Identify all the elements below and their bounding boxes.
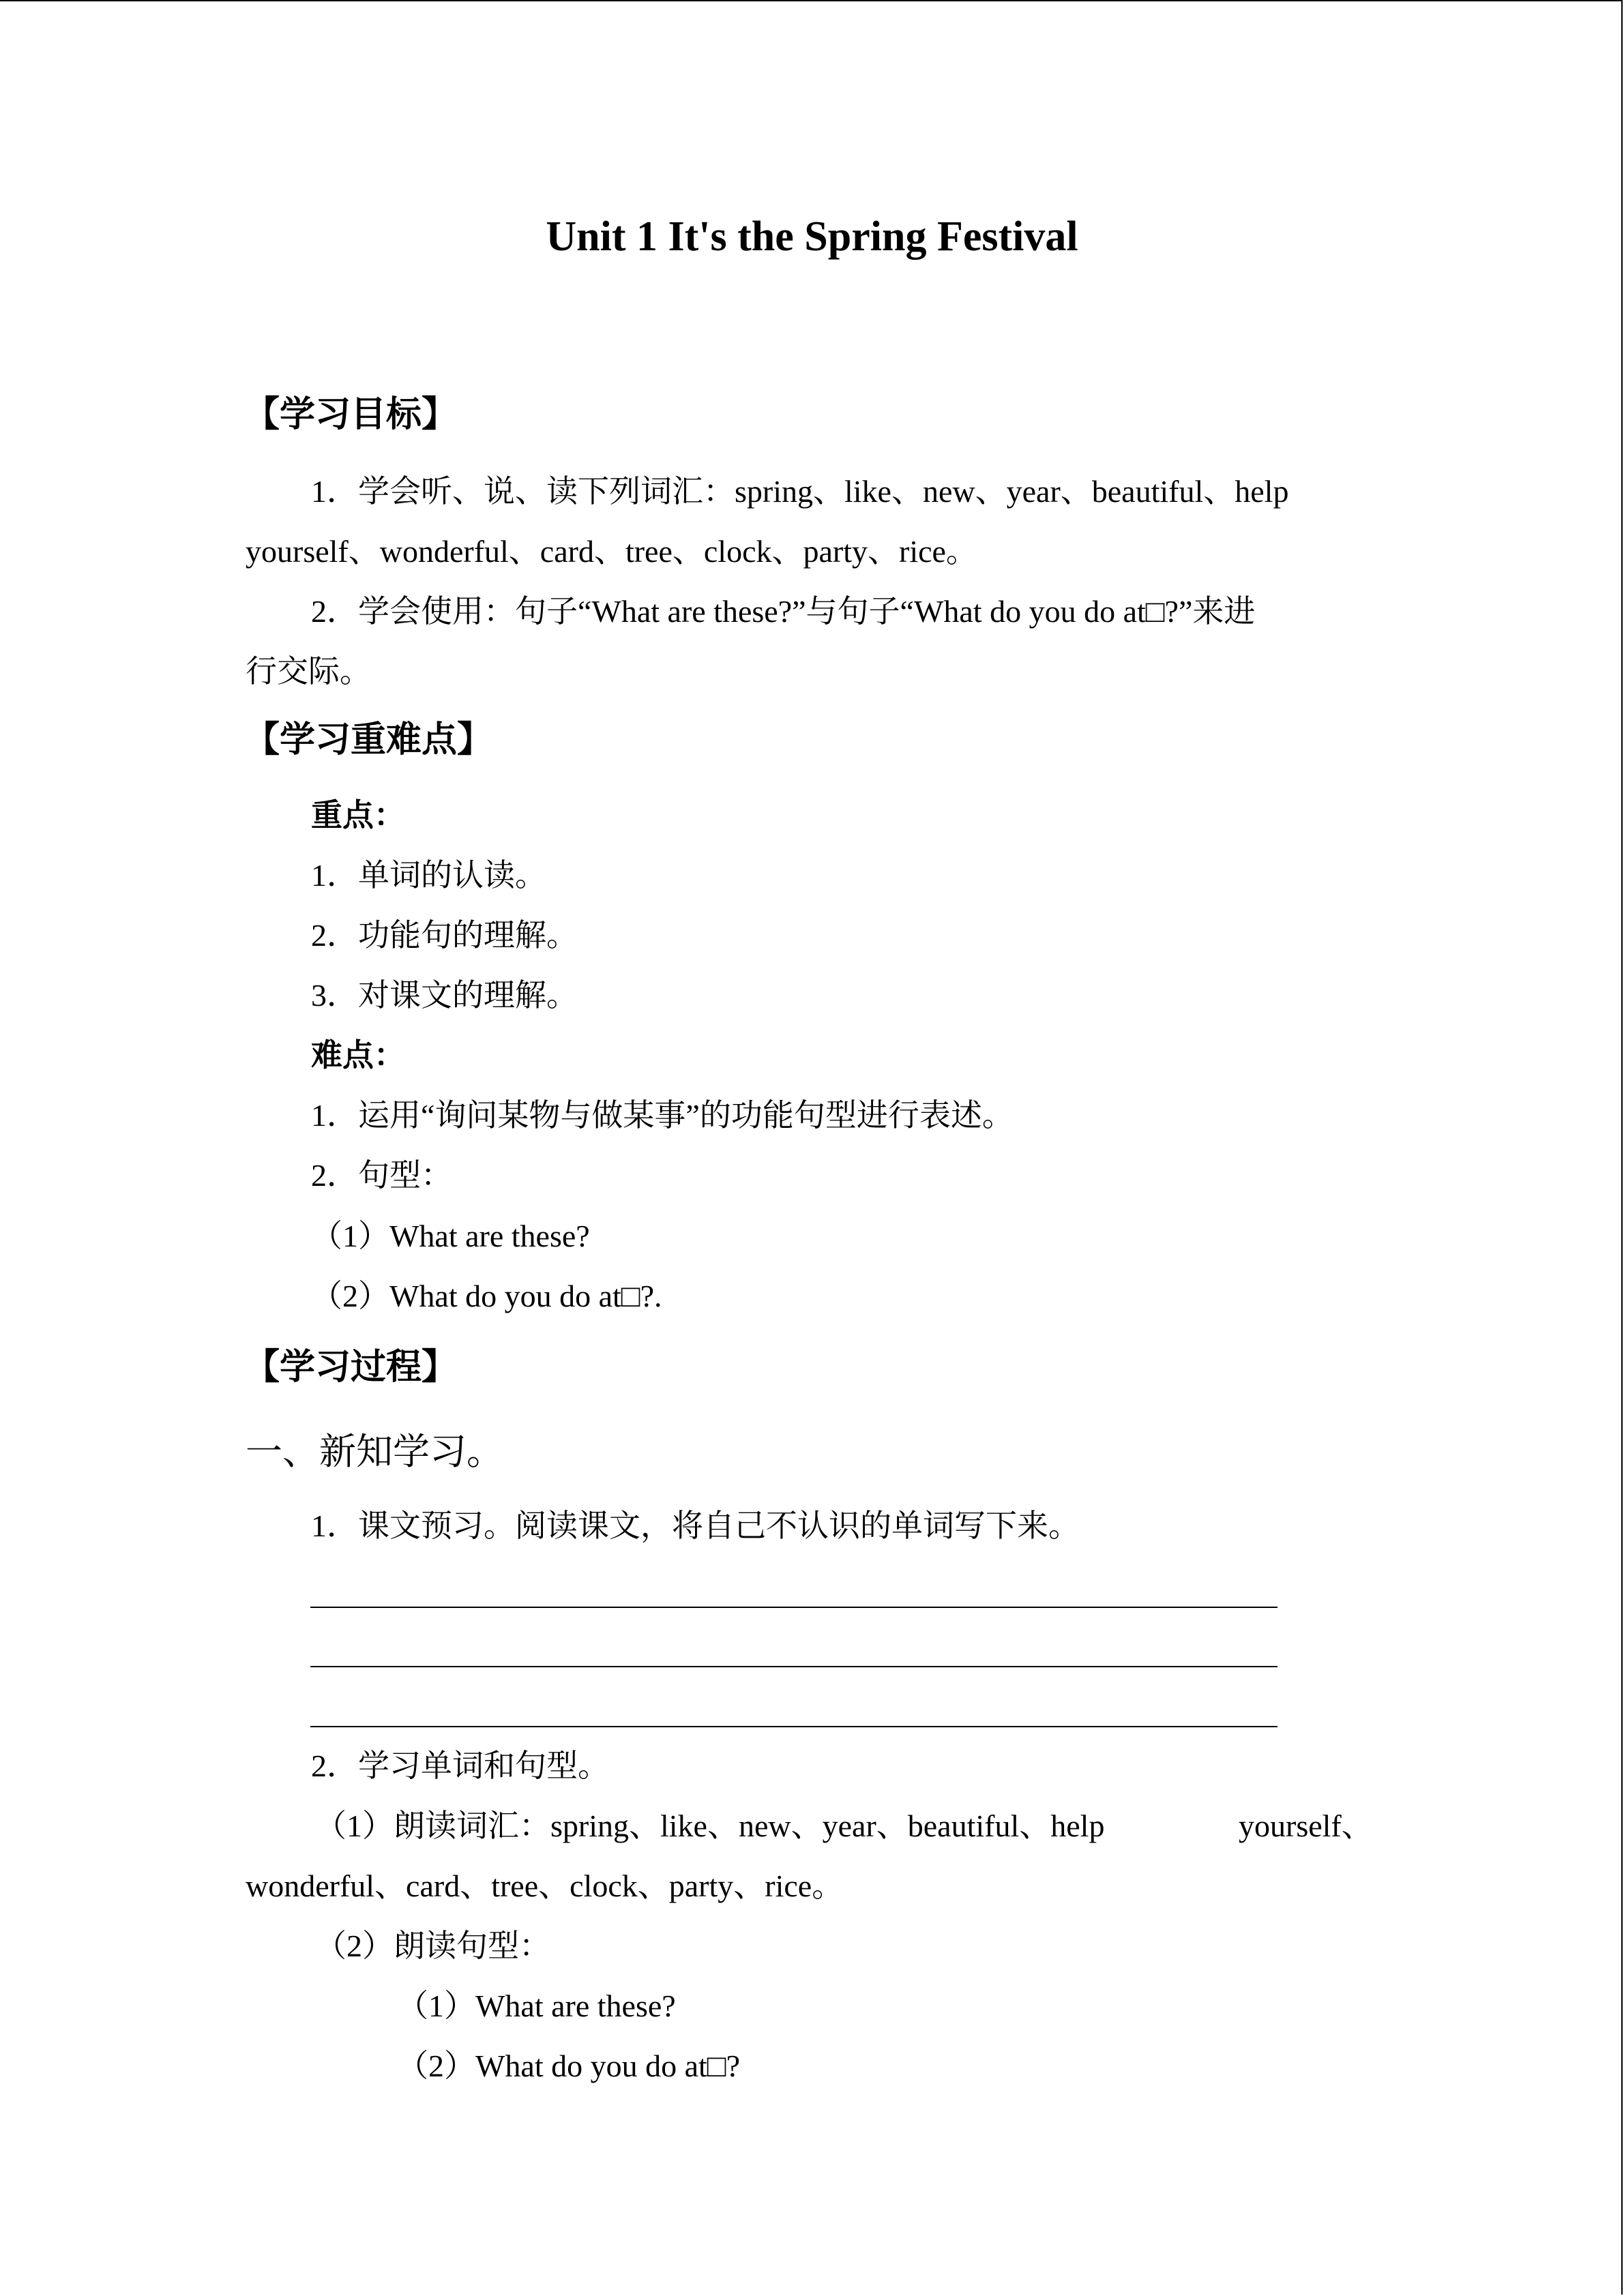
sentence-label: （2）朗读句型： — [315, 1928, 550, 1963]
objective-item-1-line-2: yourself、wonderful、card、tree、clock、party、rice。 — [246, 534, 977, 569]
preview-instruction: 1．课文预习。阅读课文，将自己不认识的单词写下来。 — [311, 1508, 1080, 1543]
pattern-1: （1）What are these? — [311, 1219, 590, 1253]
answer-line-2[interactable] — [310, 1666, 1278, 1667]
section-new-knowledge: 一、新知学习。 — [246, 1431, 503, 1472]
focus-item-2: 2．功能句的理解。 — [311, 918, 578, 953]
sentence-2: （2）What do you do at□? — [397, 2048, 741, 2083]
objective-item-2-line-2: 行交际。 — [246, 654, 371, 689]
key-points-heading: 【学习重难点】 — [244, 721, 493, 760]
vocab-line-1: （1）朗读词汇：spring、like、new、year、beautiful、help — [315, 1808, 1105, 1843]
process-heading: 【学习过程】 — [244, 1348, 458, 1387]
page-title: Unit 1 It's the Spring Festival — [546, 213, 1078, 260]
objective-item-2-line-1: 2．学会使用：句子“What are these?”与句子“What do you do at□?”来进 — [311, 594, 1256, 629]
pattern-2: （2）What do you do at□?. — [311, 1279, 662, 1313]
objectives-heading: 【学习目标】 — [244, 396, 458, 434]
sentence-1: （1）What are these? — [397, 1988, 676, 2023]
answer-line-3[interactable] — [310, 1726, 1278, 1727]
focus-item-1: 1．单词的认读。 — [311, 858, 546, 893]
vocab-line-1-end: yourself、 — [1239, 1808, 1373, 1843]
answer-line-1[interactable] — [310, 1607, 1278, 1608]
study-title: 2．学习单词和句型。 — [311, 1748, 609, 1783]
objective-item-1-line-1: 1．学会听、说、读下列词汇：spring、like、new、year、beautiful、help — [311, 474, 1289, 509]
difficulty-label: 难点： — [311, 1038, 405, 1073]
vocab-line-2: wonderful、card、tree、clock、party、rice。 — [246, 1868, 844, 1903]
focus-item-3: 3．对课文的理解。 — [311, 978, 578, 1013]
difficulty-item-1: 1．运用“询问某物与做某事”的功能句型进行表述。 — [311, 1098, 1014, 1133]
difficulty-item-2: 2．句型： — [311, 1158, 452, 1193]
focus-label: 重点： — [311, 798, 405, 833]
